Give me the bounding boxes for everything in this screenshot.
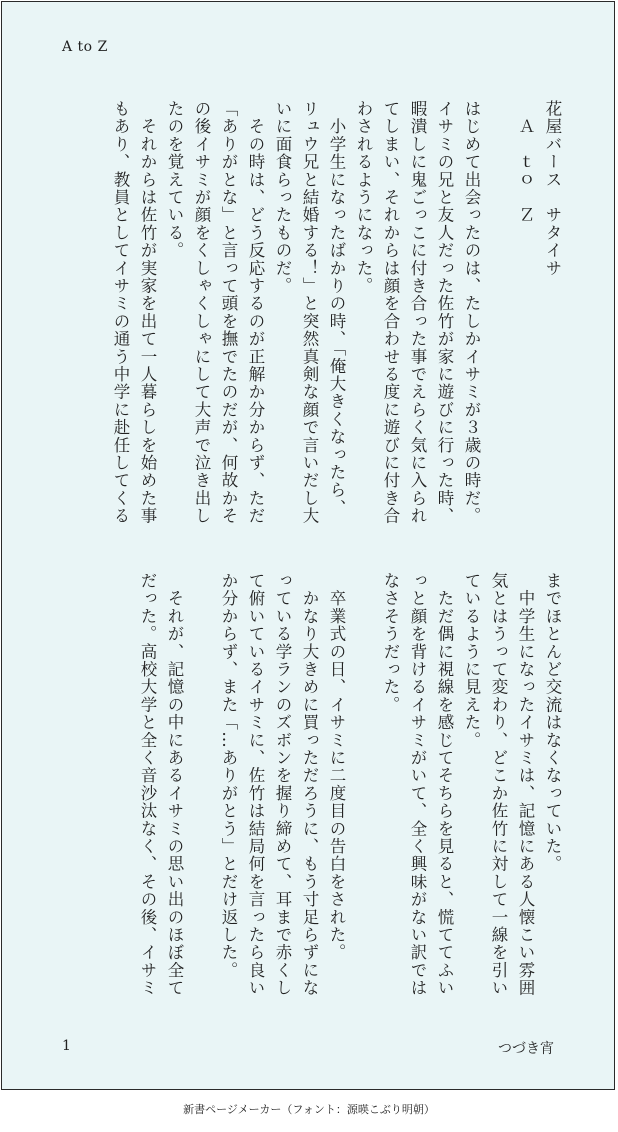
text-column: 「ありがとな」と言って頭を撫でたのだが、何故かそ	[219, 100, 238, 525]
text-column: それからは佐竹が実家を出て一人暮らしを始めた事	[138, 100, 157, 525]
text-column: 暇潰しに鬼ごっこに付き合った事でえらく気に入られ	[408, 100, 427, 525]
text-column: リュウ兄と結婚する！」と突然真剣な顔で言いだし大	[300, 100, 319, 525]
text-column: かなり大きめに買っただろうに、もう寸足らずにな	[300, 572, 319, 997]
text-column	[485, 100, 512, 530]
continuation-note: つづき宵	[498, 1041, 554, 1057]
text-column: 卒業式の日、イサミに二度目の告白をされた。	[327, 572, 346, 962]
text-column: 小学生になったばかりの時、「俺大きくなったら、	[327, 100, 346, 517]
upper-text-block	[107, 100, 566, 530]
text-column: いに面食らったものだ。	[273, 100, 292, 295]
text-column: っている学ランのズボンを握り締めて、耳まで赤くし	[273, 572, 292, 997]
text-column: イサミの兄と友人だった佐竹が家に遊びに行った時、	[435, 100, 454, 525]
text-column: か分からず、また「…ありがとう」とだけ返した。	[219, 572, 238, 980]
generator-credit: 新書ページメーカー（フォント：源暎こぶり明朝）	[183, 1103, 435, 1116]
text-column: 気とはうって変わり、どこか佐竹に対して一線を引い	[489, 572, 508, 997]
text-column: それが、記憶の中にあるイサミの思い出のほぼ全て	[165, 572, 184, 997]
text-column: ただ偶に視線を感じてそちらを見ると、慌ててふい	[435, 572, 454, 997]
text-column: わされるようになった。	[354, 100, 373, 295]
page-number: 1	[62, 1038, 71, 1054]
text-column: Ａ ｔｏ Ｚ	[516, 100, 535, 224]
lower-text-block	[134, 572, 566, 1002]
text-column: てしまい、それからは顔を合わせる度に遊びに付き合	[381, 100, 400, 525]
text-column: 中学生になったイサミは、記憶にある人懐こい雰囲	[516, 572, 535, 997]
text-column: もあり、教員としてイサミの通う中学に赴任してくる	[111, 100, 130, 525]
book-page	[1, 1, 615, 1090]
text-column	[350, 572, 377, 1002]
text-column: の後イサミが顔をくしゃくしゃにして大声で泣き出し	[192, 100, 211, 525]
text-column: その時は、どう反応するのが正解か分からず、ただ	[246, 100, 265, 525]
text-column: はじめて出会ったのは、たしかイサミが３歳の時だ。	[462, 100, 481, 525]
text-column: ているように見えた。	[462, 572, 481, 749]
text-column: だった。高校大学と全く音沙汰なく、その後、イサミ	[138, 572, 157, 997]
text-column: て俯いているイサミに、佐竹は結局何を言ったら良い	[246, 572, 265, 997]
text-column	[188, 572, 215, 1002]
text-column: っと顔を背けるイサミがいて、全く興味がない訳では	[408, 572, 427, 997]
text-column: 花屋バース サタイサ	[543, 100, 562, 277]
text-column: たのを覚えている。	[165, 100, 184, 260]
running-header-title: A to Z	[62, 39, 108, 55]
text-column: までほとんど交流はなくなっていた。	[543, 572, 562, 873]
text-column: なさそうだった。	[381, 572, 400, 714]
